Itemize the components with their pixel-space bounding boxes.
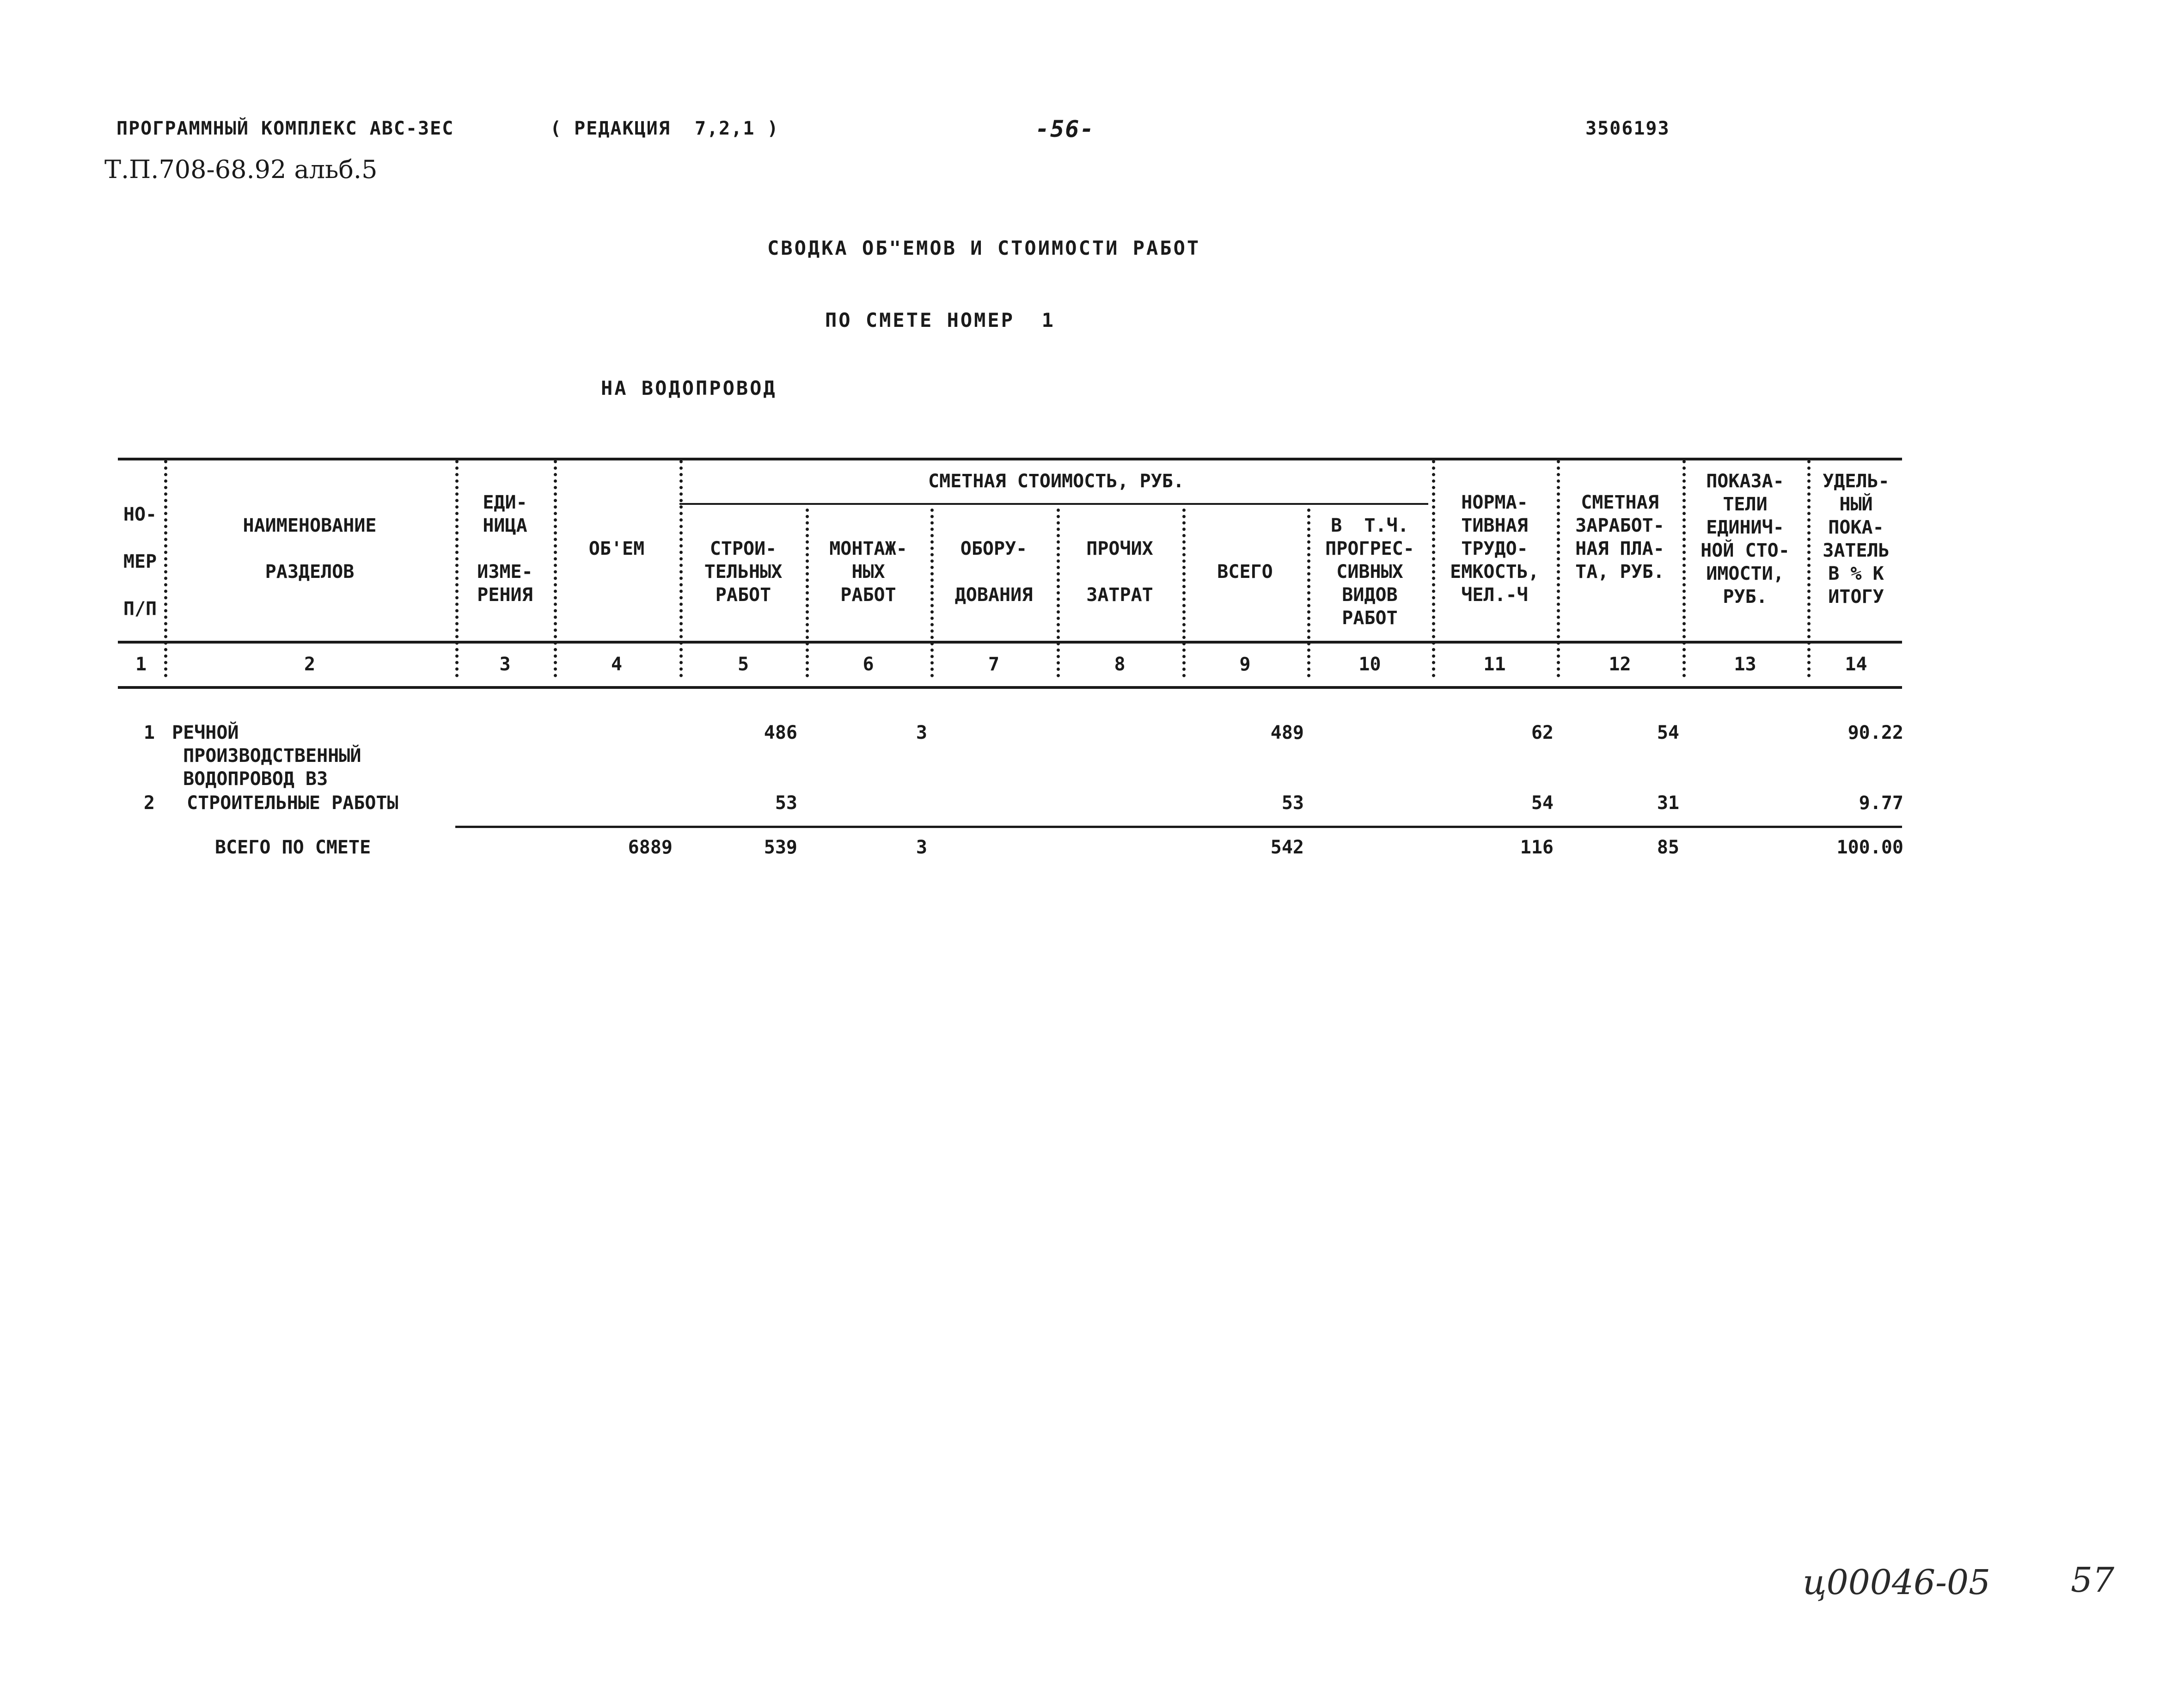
summary-share: 100.00 — [1836, 837, 1903, 858]
col-number: 6 — [863, 654, 874, 675]
header-progressive: В Т.Ч. ПРОГРЕС- СИВНЫХ ВИДОВ РАБОТ — [1325, 515, 1414, 629]
col-separator — [1182, 509, 1186, 677]
header-equipment: ОБОРУ- ДОВАНИЯ — [954, 538, 1033, 606]
header-other: ПРОЧИХ ЗАТРАТ — [1086, 538, 1153, 606]
header-name: НАИМЕНОВАНИЕ РАЗДЕЛОВ — [243, 515, 377, 583]
header-volume: ОБ'ЕМ — [588, 538, 645, 559]
col-number: 7 — [988, 654, 1000, 675]
header-unit-cost: ПОКАЗА- ТЕЛИ ЕДИНИЧ- НОЙ СТО- ИМОСТИ, РУБ. — [1701, 471, 1790, 607]
summary-labor: 116 — [1520, 837, 1554, 858]
col-number: 4 — [611, 654, 623, 675]
program-name: ПРОГРАММНЫЙ КОМПЛЕКС АВС-ЗЕС — [116, 118, 454, 139]
summary-installation: 3 — [916, 837, 927, 858]
row-name: СТРОИТЕЛЬНЫЕ РАБОТЫ — [187, 792, 398, 814]
row-wages: 54 — [1657, 722, 1679, 743]
header-installation: МОНТАЖ- НЫХ РАБОТ — [829, 538, 907, 606]
row-total: 53 — [1281, 792, 1304, 814]
handwritten-code: ц00046-05 — [1803, 1563, 1991, 1602]
header-labor: НОРМА- ТИВНАЯ ТРУДО- ЕМКОСТЬ, ЧЕЛ.-Ч — [1450, 492, 1539, 606]
report-object: НА ВОДОПРОВОД — [601, 377, 777, 399]
row-labor: 54 — [1531, 792, 1554, 814]
summary-wages: 85 — [1657, 837, 1679, 858]
col-number: 13 — [1734, 654, 1756, 675]
document-reference: Т.П.708-68.92 альб.5 — [104, 155, 378, 184]
summary-volume: 6889 — [628, 837, 673, 858]
header-number: НО- МЕР П/П — [123, 504, 157, 620]
col-number: 1 — [135, 654, 147, 675]
summary-rule — [455, 826, 1902, 828]
page-number: -56- — [1035, 116, 1095, 142]
col-numbers-rule — [118, 686, 1902, 689]
row-construction: 53 — [775, 792, 797, 814]
table-top-rule — [118, 458, 1902, 460]
col-number: 14 — [1845, 654, 1867, 675]
header-wages: СМЕТНАЯ ЗАРАБОТ- НАЯ ПЛА- ТА, РУБ. — [1575, 492, 1664, 583]
report-subtitle: ПО СМЕТЕ НОМЕР 1 — [825, 309, 1055, 331]
header-unit: ЕДИ- НИЦА ИЗМЕ- РЕНИЯ — [477, 492, 533, 606]
col-number: 8 — [1114, 654, 1126, 675]
header-bottom-rule — [118, 641, 1902, 644]
col-number: 10 — [1358, 654, 1381, 675]
row-labor: 62 — [1531, 722, 1554, 743]
row-wages: 31 — [1657, 792, 1679, 814]
summary-construction: 539 — [764, 837, 797, 858]
col-number: 2 — [304, 654, 316, 675]
col-number: 5 — [737, 654, 749, 675]
row-number: 2 — [143, 792, 155, 814]
row-share: 90.22 — [1848, 722, 1903, 743]
header-share: УДЕЛЬ- НЫЙ ПОКА- ЗАТЕЛЬ В % К ИТОГУ — [1823, 471, 1890, 607]
col-number: 12 — [1609, 654, 1631, 675]
row-construction: 486 — [764, 722, 797, 743]
col-number: 3 — [499, 654, 511, 675]
row-total: 489 — [1270, 722, 1304, 743]
col-separator — [554, 460, 557, 677]
group-header-rule — [679, 503, 1428, 505]
row-installation: 3 — [916, 722, 927, 743]
row-number: 1 — [143, 722, 155, 743]
header-construction: СТРОИ- ТЕЛЬНЫХ РАБОТ — [704, 538, 783, 606]
header-total: ВСЕГО — [1217, 561, 1273, 583]
row-name: РЕЧНОЙ ПРОИЗВОДСТВЕННЫЙ ВОДОПРОВОД ВЗ — [172, 722, 361, 790]
col-number: 9 — [1239, 654, 1251, 675]
edition: ( РЕДАКЦИЯ 7,2,1 ) — [550, 118, 779, 139]
sheet-number: 57 — [2071, 1560, 2115, 1600]
header-cost-group: СМЕТНАЯ СТОИМОСТЬ, РУБ. — [928, 471, 1184, 492]
col-number: 11 — [1483, 654, 1506, 675]
row-share: 9.77 — [1859, 792, 1903, 814]
document-code: 3506193 — [1585, 118, 1670, 139]
summary-total: 542 — [1270, 837, 1304, 858]
summary-label: ВСЕГО ПО СМЕТЕ — [215, 837, 371, 858]
report-title: СВОДКА ОБ"ЕМОВ И СТОИМОСТИ РАБОТ — [767, 237, 1201, 259]
